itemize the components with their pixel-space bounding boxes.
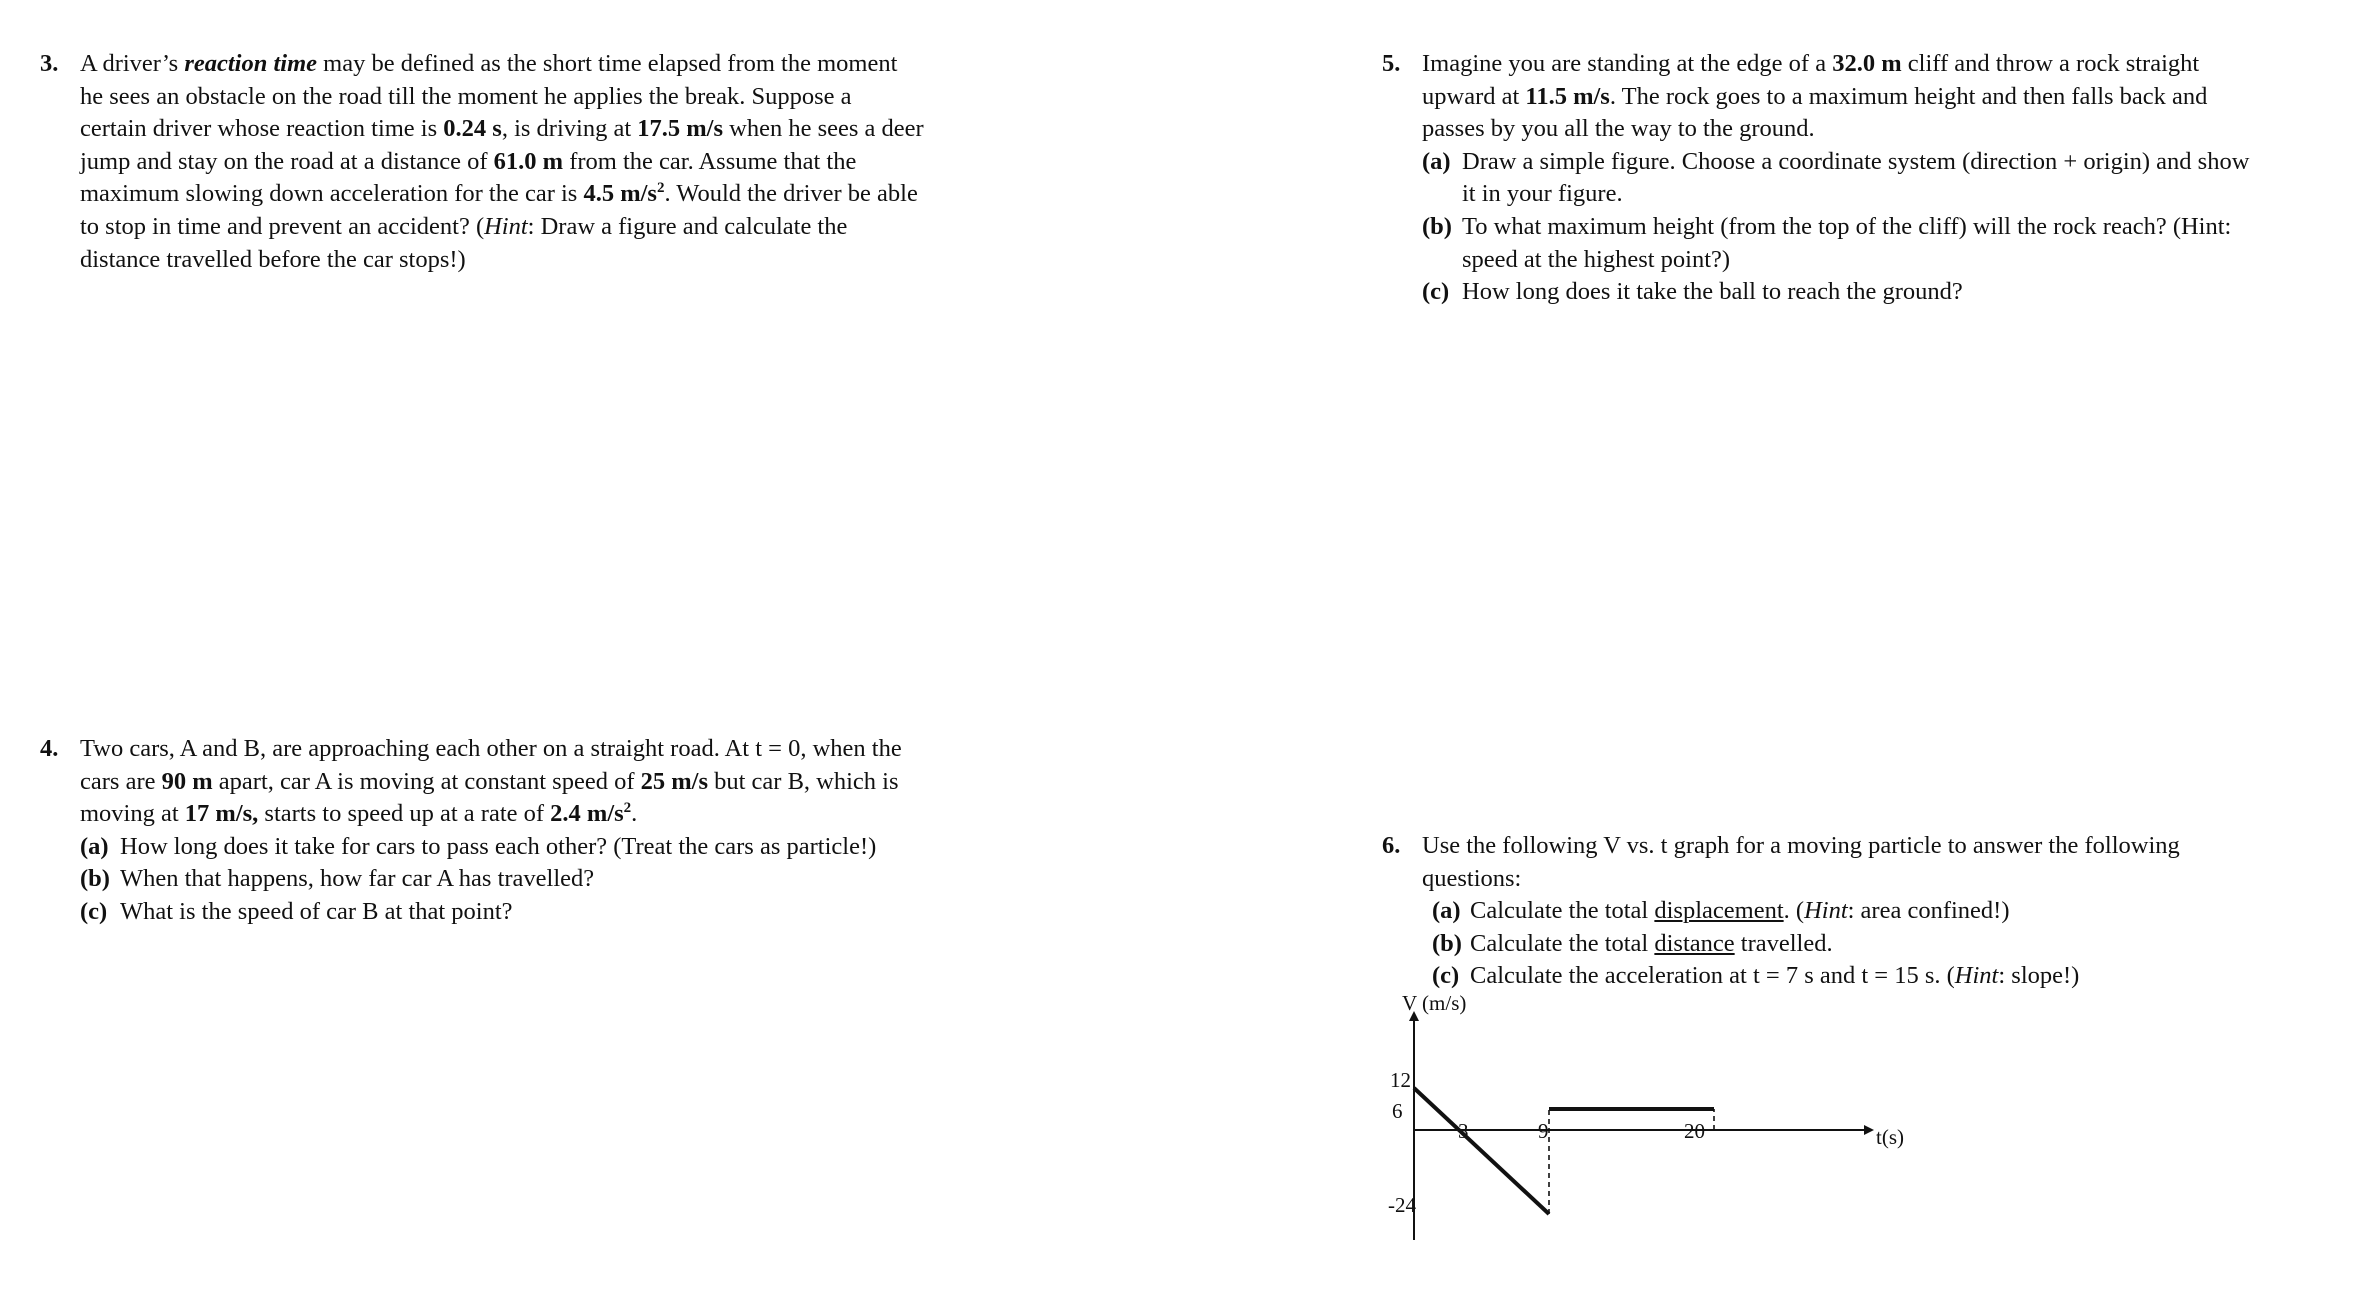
value-speed: 17.5 m/s: [637, 115, 723, 143]
problem-number: 3.: [40, 50, 59, 77]
x-axis-label: t(s): [1876, 1125, 1904, 1149]
text: : slope!): [1998, 962, 2080, 990]
value-speed-a: 25 m/s: [640, 767, 708, 795]
sub-text: What is the speed of car B at that point?: [120, 897, 513, 925]
text: may be defined as the short time elapsed from the moment: [317, 50, 898, 77]
value-speed-b: 17 m/s,: [184, 800, 259, 828]
text: A driver’s: [80, 50, 185, 77]
text: cars are: [80, 767, 162, 795]
text: . (: [1783, 897, 1805, 925]
sub-question-b: [1422, 928, 2180, 961]
x-tick-label: 20: [1684, 1119, 1705, 1143]
text-line: distance travelled before the car stops!): [80, 245, 466, 273]
sub-label: (a): [80, 832, 109, 860]
sub-label: (b): [1422, 212, 1452, 240]
sub-question-a: [1422, 146, 2249, 211]
text-line: [80, 146, 924, 179]
value-speed: 11.5 m/s: [1525, 82, 1610, 110]
text: when he sees a deer: [723, 115, 924, 143]
text-line: [80, 178, 924, 211]
value-acceleration: [583, 180, 664, 207]
text: from the car. Assume that the: [563, 147, 857, 175]
value-acceleration: [550, 800, 631, 827]
problem-text: [1422, 48, 2249, 309]
sub-question-b: [1422, 211, 2249, 276]
text: moving at: [80, 800, 185, 828]
graph-line-segment-1: [1414, 1088, 1549, 1214]
value-distance: 90 m: [161, 767, 213, 795]
problem-text: [80, 48, 924, 276]
text: : area confined!): [1847, 897, 2010, 925]
text: Calculate the acceleration at t = 7 s and t = 15 s. (: [1470, 962, 1955, 990]
superscript: 2: [656, 180, 665, 197]
sub-question-c: [80, 896, 902, 929]
text-line: Two cars, A and B, are approaching each other on a straight road. At t = 0, when the: [80, 735, 902, 762]
sub-text: To what maximum height (from the top of the cliff) will the rock reach? (Hint:: [1462, 212, 2232, 240]
text: Calculate the total: [1470, 897, 1655, 925]
text-line: [80, 211, 924, 244]
y-tick-label: 6: [1392, 1099, 1403, 1123]
text: apart, car A is moving at constant speed of: [212, 767, 641, 795]
superscript: 2: [623, 800, 632, 817]
sub-question-a: [1422, 895, 2180, 928]
text: Imagine you are standing at the edge of a: [1422, 50, 1833, 77]
problem-3: [40, 48, 924, 276]
problem-text: [1422, 830, 2180, 993]
velocity-time-graph: [1370, 985, 1930, 1250]
sub-question-b: [80, 863, 902, 896]
underlined-term: distance: [1654, 929, 1735, 957]
text: , is driving at: [501, 115, 638, 143]
text: but car B, which is: [708, 767, 899, 795]
problem-5: [1382, 48, 2249, 309]
text-line: [80, 48, 924, 81]
sub-label: (c): [1432, 962, 1460, 990]
text: . The rock goes to a maximum height and then falls back and: [1609, 82, 2208, 110]
text-line: [80, 798, 902, 831]
y-axis-label: V (m/s): [1402, 991, 1467, 1015]
text-line: he sees an obstacle on the road till the moment he applies the break. Suppose a: [80, 82, 852, 110]
text: 4.5 m/s: [583, 180, 657, 208]
problem-number: 6.: [1382, 832, 1401, 859]
text: : Draw a figure and calculate the: [527, 212, 848, 240]
y-tick-label: 12: [1390, 1068, 1411, 1092]
text-line: [1422, 48, 2249, 81]
sub-label: (c): [1422, 278, 1450, 306]
sub-label: (a): [1432, 897, 1461, 925]
text: Calculate the total: [1470, 929, 1655, 957]
hint-label: Hint: [484, 212, 528, 240]
text-line: Use the following V vs. t graph for a moving particle to answer the following: [1422, 832, 2180, 859]
problem-6: [1382, 830, 2180, 993]
sub-label: (b): [80, 865, 110, 893]
text: maximum slowing down acceleration for the car is: [80, 180, 584, 208]
sub-label: (b): [1432, 929, 1462, 957]
sub-text: When that happens, how far car A has travelled?: [120, 865, 595, 893]
text: 2.4 m/s: [550, 800, 624, 828]
text-line: passes by you all the way to the ground.: [1422, 115, 1815, 143]
problem-number: 4.: [40, 735, 59, 762]
sub-text: How long does it take for cars to pass each other? (Treat the cars as particle!): [120, 832, 877, 860]
sub-question-a: [80, 831, 902, 864]
sub-text: Draw a simple figure. Choose a coordinate system (direction + origin) and show: [1462, 147, 2250, 175]
text-line: [80, 113, 924, 146]
text: to stop in time and prevent an accident? (: [80, 212, 485, 240]
x-tick-label: 9: [1538, 1119, 1549, 1143]
hint-label: Hint: [1804, 897, 1848, 925]
underlined-term: displacement: [1654, 897, 1784, 925]
hint-label: Hint: [1954, 962, 1999, 990]
problem-number: 5.: [1382, 50, 1401, 77]
sub-label: (c): [80, 897, 108, 925]
text-line: [1422, 81, 2249, 114]
sub-text: How long does it take the ball to reach the ground?: [1462, 278, 1963, 306]
sub-label: (a): [1422, 147, 1451, 175]
problem-4: [40, 733, 902, 929]
sub-text: it in your figure.: [1462, 180, 1623, 208]
graph-marks: [1414, 1088, 1714, 1214]
text: upward at: [1422, 82, 1526, 110]
value-reaction-time: 0.24 s: [443, 115, 502, 143]
term-reaction-time: reaction time: [184, 50, 318, 77]
text: cliff and throw a rock straight: [1901, 50, 2200, 77]
sub-text: speed at the highest point?): [1462, 245, 1731, 273]
text: jump and stay on the road at a distance of: [80, 147, 494, 175]
x-tick-label: 3: [1458, 1119, 1469, 1143]
text: .: [631, 800, 638, 828]
text: . Would the driver be able: [664, 180, 918, 208]
value-height: 32.0 m: [1832, 50, 1902, 77]
text: starts to speed up at a rate of: [258, 800, 551, 828]
text-line: questions:: [1422, 864, 1522, 892]
sub-question-c: [1422, 276, 2249, 309]
value-distance: 61.0 m: [493, 147, 564, 175]
problem-text: [80, 733, 902, 929]
text: travelled.: [1734, 929, 1833, 957]
text-line: [80, 766, 902, 799]
y-tick-label: -24: [1388, 1193, 1416, 1217]
text: certain driver whose reaction time is: [80, 115, 444, 143]
